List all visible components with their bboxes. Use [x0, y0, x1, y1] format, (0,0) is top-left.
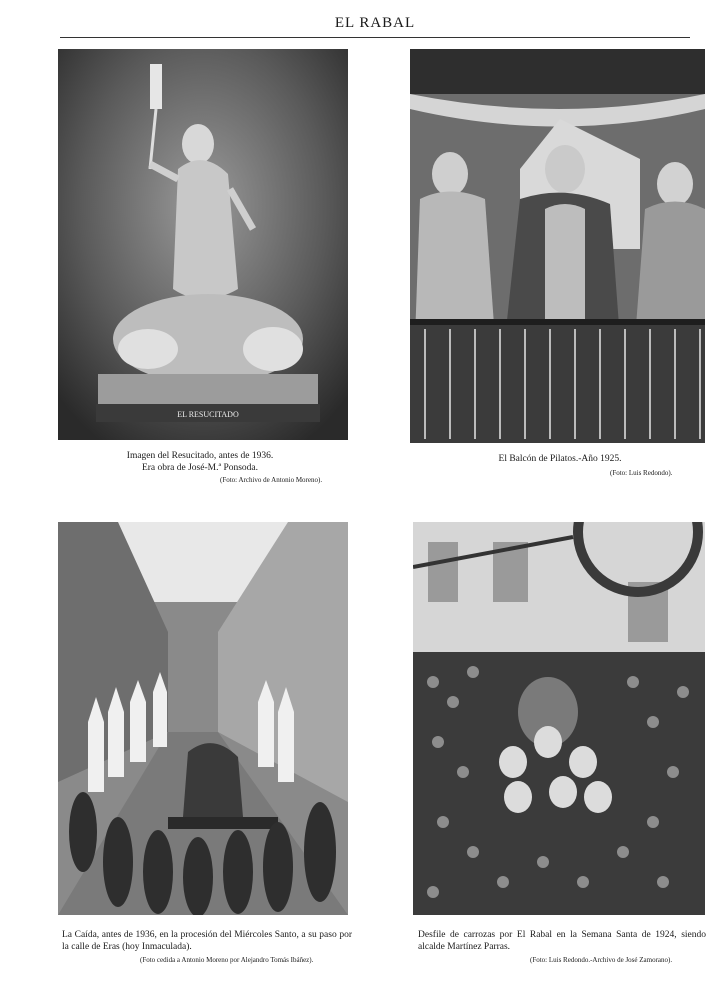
photo-desfile-carrozas	[413, 522, 705, 915]
credit-resucitado: (Foto: Archivo de Antonio Moreno).	[220, 476, 323, 484]
caption-line: Desfile de carrozas por El Rabal en la Semana Santa de 1924, siendo alcalde Martínez Parras.	[418, 930, 706, 952]
photo-balcon-pilatos	[410, 49, 705, 443]
photo-desfile-carrozas-image	[413, 522, 705, 915]
caption-line: La Caída, antes de 1936, en la procesión del Miércoles Santo, a su paso por la calle de Eras (hoy Inmaculada).	[62, 930, 352, 952]
photo-resucitado-image	[58, 49, 348, 440]
caption-resucitado	[70, 450, 330, 474]
header-divider	[60, 37, 690, 38]
caption-line: Era obra de José-M.ª Ponsoda.	[141, 463, 259, 473]
caption-desfile-carrozas	[418, 929, 706, 953]
page-header	[60, 14, 690, 32]
credit-balcon-pilatos: (Foto: Luis Redondo).	[610, 469, 673, 477]
pedestal-inscription: EL RESUCITADO	[177, 410, 239, 419]
page-title: EL RABAL	[334, 15, 416, 31]
photo-la-caida	[58, 522, 348, 915]
caption-line: El Balcón de Pilatos.-Año 1925.	[498, 454, 622, 464]
credit-desfile-carrozas: (Foto: Luis Redondo.-Archivo de José Zamorano).	[530, 956, 673, 964]
caption-line: Imagen del Resucitado, antes de 1936.	[126, 451, 274, 461]
credit-la-caida: (Foto cedida a Antonio Moreno por Alejandro Tomás Ibáñez).	[140, 956, 314, 964]
photo-resucitado	[58, 49, 348, 440]
photo-la-caida-image	[58, 522, 348, 915]
caption-la-caida	[62, 929, 352, 953]
photo-balcon-pilatos-image	[410, 49, 705, 443]
caption-balcon-pilatos	[430, 453, 690, 465]
